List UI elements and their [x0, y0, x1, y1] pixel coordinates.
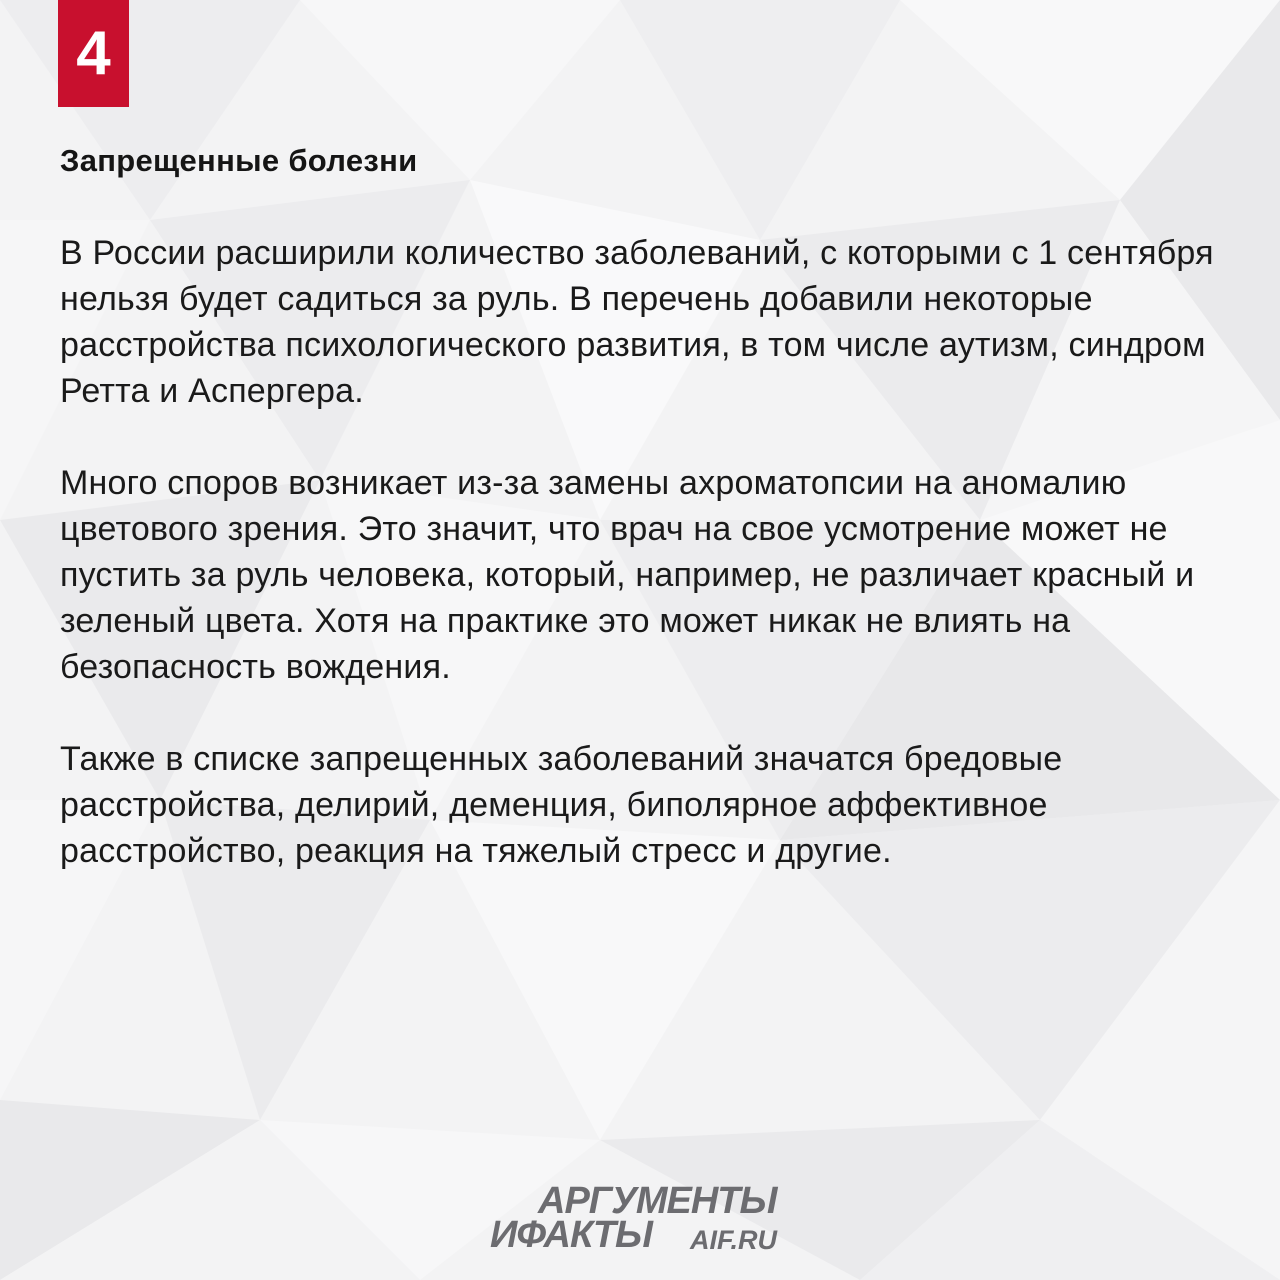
- paragraph-1: В России расширили количество заболеваний, с которыми с 1 сентября нельзя будет садиться за руль. В перечень добавили некоторые расстройства психологического развития, в том числе аутизм, синдром Ретта и Аспергера.: [60, 234, 1214, 410]
- paragraph-2: Много споров возникает из-за замены ахроматопсии на аномалию цветового зрения. Это значит, что врач на свое усмотрение может не пустить за руль человека, который, например, не различает красный и зеленый цвета. Хотя на практике это может никак не влиять на безопасность вождения.: [60, 464, 1195, 686]
- article-title: Запрещенные болезни: [60, 143, 418, 178]
- paragraph-3: Также в списке запрещенных заболеваний значатся бредовые расстройства, делирий, деменция, биполярное аффективное расстройство, реакция на тяжелый стресс и другие.: [60, 740, 1063, 870]
- article-body: [60, 230, 1230, 920]
- logo-line-2: ИФАКТЫ: [490, 1214, 653, 1256]
- logo-domain: AIF.RU: [690, 1225, 777, 1255]
- aif-logo: [490, 1182, 820, 1262]
- logo-line-1: АРГУМЕНТЫ: [538, 1180, 777, 1222]
- slide-number-badge: 4: [58, 0, 129, 107]
